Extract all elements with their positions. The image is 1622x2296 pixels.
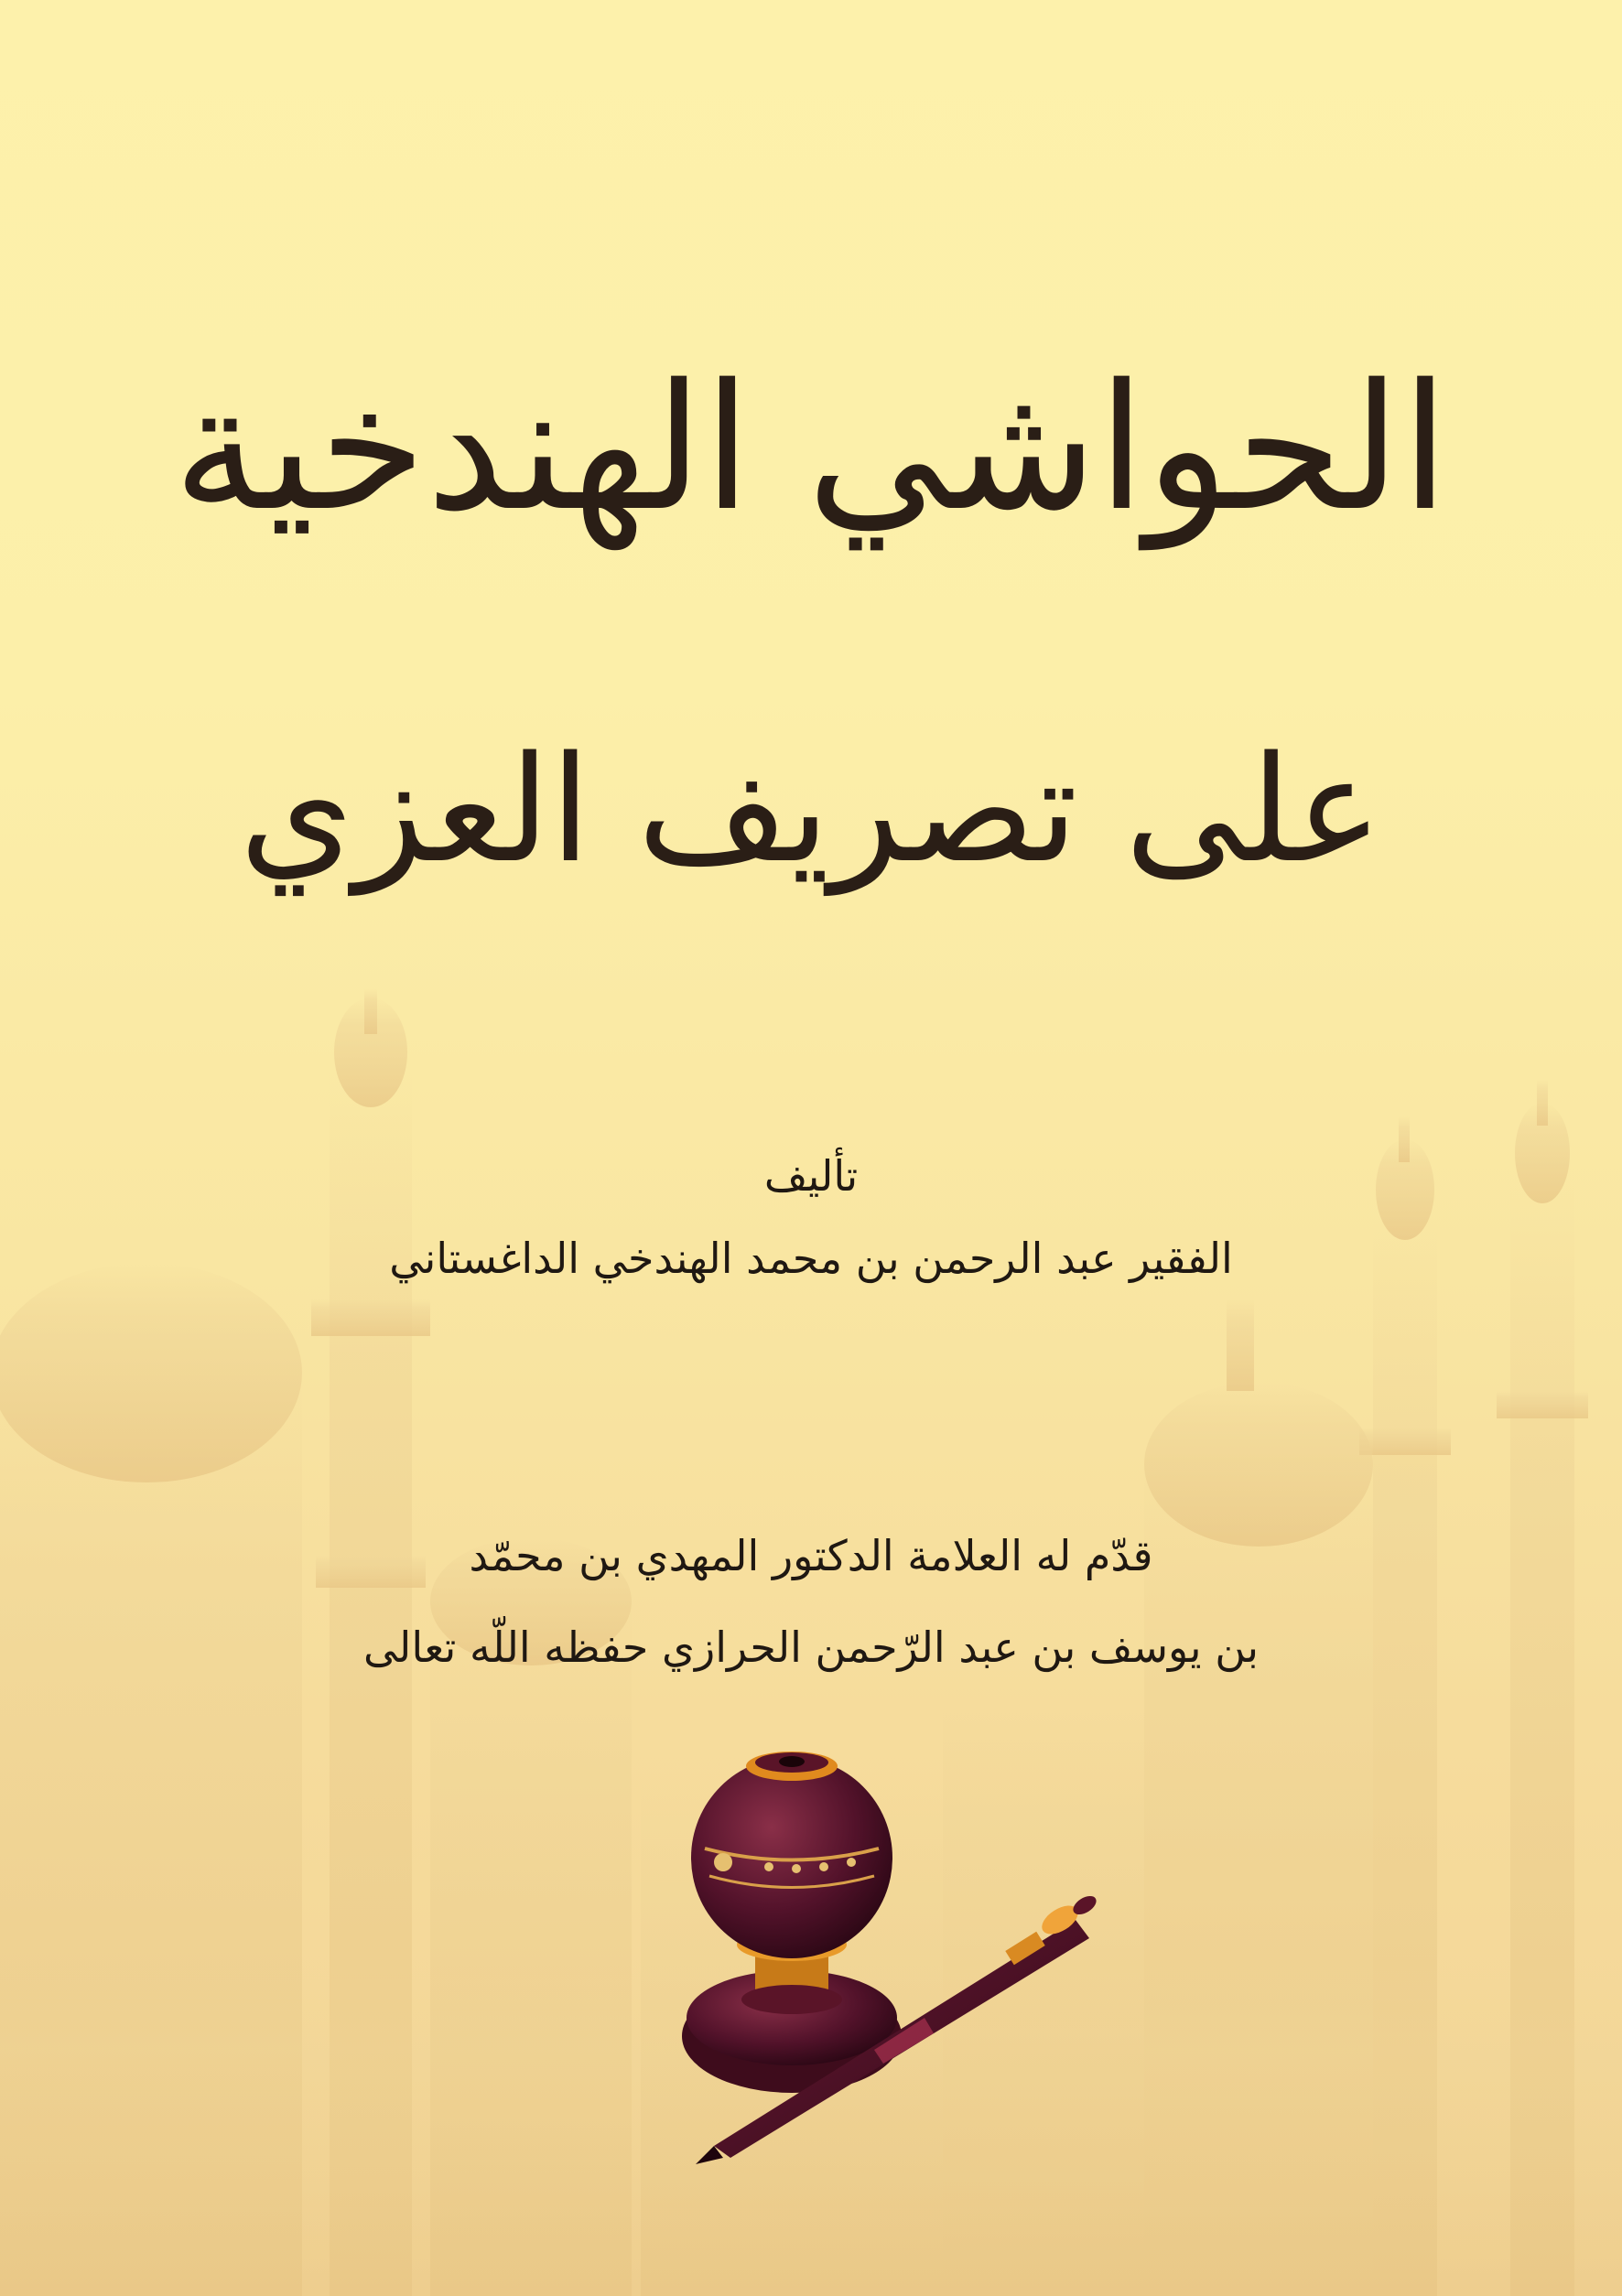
book-title-sub: على تصريف العزي [239,724,1383,895]
author-name: الفقير عبد الرحمن بن محمد الهندخي الداغستاني [389,1234,1233,1283]
introduction-credit-line1: قدّم له العلامة الدكتور المهدي بن محمّد [469,1531,1153,1580]
book-title-main: الحواشي الهندخية [172,347,1450,549]
author-label: تأليف [763,1151,859,1201]
introduction-credit-line2: بن يوسف بن عبد الرّحمن الحرازي حفظه اللّه تعالى [362,1622,1260,1672]
